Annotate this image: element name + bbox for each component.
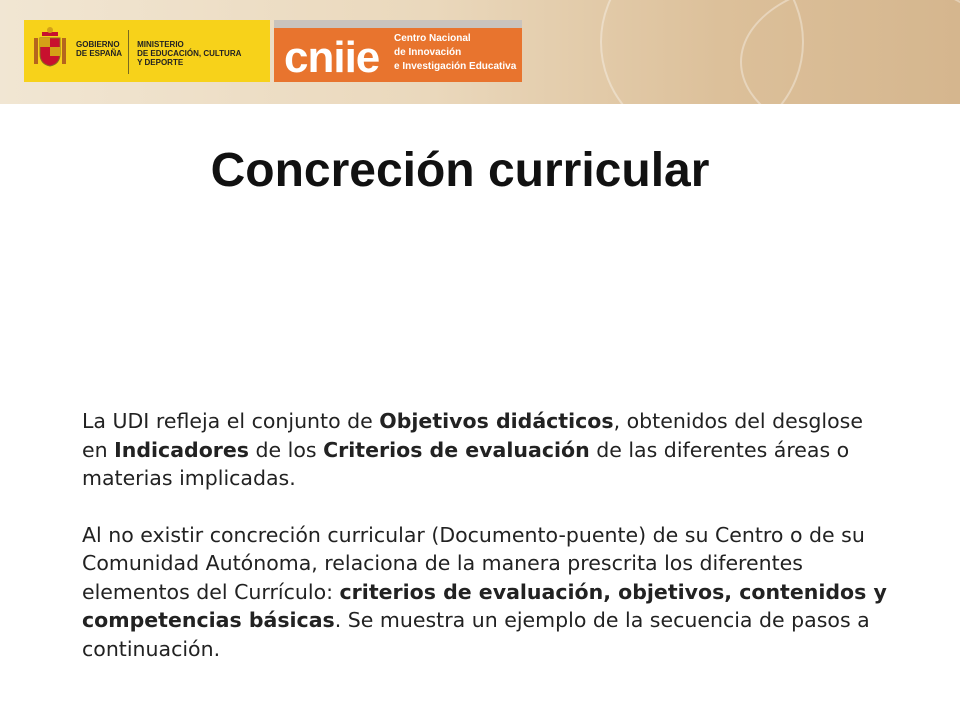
cniie-label: Centro Nacional de Innovación e Investigación Educativa <box>394 33 517 72</box>
paragraph-curriculum <box>82 521 892 664</box>
text-run: de las diferentes áreas o materias implicadas. <box>82 437 850 490</box>
body-text <box>82 407 892 663</box>
bold-run: Objetivos didácticos <box>379 409 614 433</box>
cniie-logo <box>274 20 522 82</box>
bold-run: criterios de evaluación, objetivos, contenidos y competencias básicas <box>82 579 887 632</box>
logo-divider <box>128 30 129 74</box>
government-logo <box>24 20 270 82</box>
banner-decoration <box>740 0 960 104</box>
text-run: de los <box>249 437 324 462</box>
bold-run: Criterios de evaluación <box>323 437 590 462</box>
bold-run: Indicadores <box>114 437 250 462</box>
text-run: . Se muestra un ejemplo de la secuencia de pasos a continuación. <box>82 608 870 661</box>
page-title: Concreción curricular <box>210 144 710 197</box>
paragraph-objectives <box>82 407 892 493</box>
ministry-label: MINISTERIO DE EDUCACIÓN, CULTURA Y DEPORTE <box>137 40 242 67</box>
text-run: , obtenidos del desglose en <box>82 409 863 462</box>
cniie-topbar <box>274 20 522 28</box>
government-label: GOBIERNO DE ESPAÑA <box>76 40 123 58</box>
text-run: Al no existir concreción curricular (Documento-puente) de su Centro o de su Comunidad Autónoma, relaciona de la manera prescrita los diferentes elementos del Currículo: <box>82 522 865 604</box>
cniie-wordmark: cniie <box>284 33 380 82</box>
coat-of-arms-icon <box>24 20 76 82</box>
text-run: La UDI refleja el conjunto de <box>82 409 380 433</box>
header-banner <box>0 0 960 104</box>
